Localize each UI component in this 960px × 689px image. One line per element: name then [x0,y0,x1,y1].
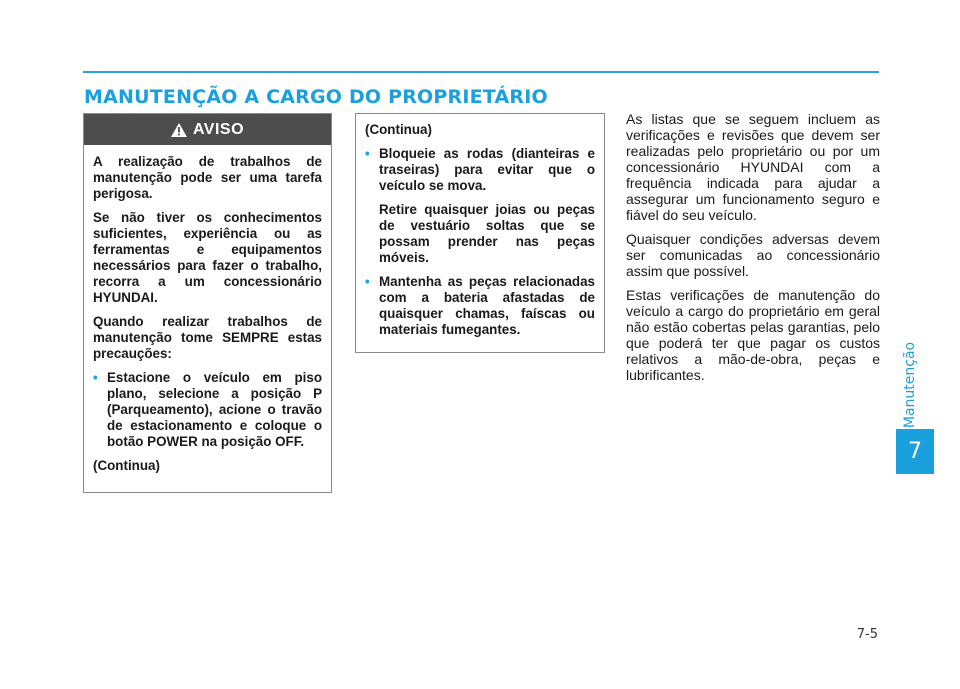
continued-label: (Continua) [93,458,160,473]
bullet-dot-icon: • [365,274,370,289]
bullet-dot-icon: • [365,146,370,161]
warning-bullet-text: Estacione o veículo em piso plano, selecione a posição P (Parqueamento), acione o travão de estacionamento e coloque o botão POWER na posição OFF. [107,370,322,449]
section-title: MANUTENÇÃO A CARGO DO PROPRIETÁRIO [84,86,548,108]
warning-bullet [93,370,322,450]
body-text-column [626,111,880,391]
warning-body [84,145,331,474]
continued-bullet-text: Mantenha as peças relacionadas com a bateria afastadas de quaisquer chamas, faíscas ou materiais fumegantes. [379,274,595,337]
warning-label: AVISO [192,120,245,138]
chapter-number-badge: 7 [896,429,934,474]
warning-paragraph: Se não tiver os conhecimentos suficientes, experiência ou as ferramentas e equipamentos necessários para fazer o trabalho, recorra a um concessionário HYUNDAI. [93,210,322,305]
continued-bullet [365,274,595,338]
body-paragraph: As listas que se seguem incluem as verificações e revisões que devem ser realizadas pelo proprietário ou por um concessionário HYUNDAI com a frequência indicada para ajudar a assegurar um funcionamento seguro e fiável do seu veículo. [626,111,880,223]
chapter-tab-text: Manutenção [902,341,919,429]
warning-triangle-icon [171,123,187,137]
body-paragraph: Quaisquer condições adversas devem ser comunicadas ao concessionário assim que possível. [626,231,880,279]
warning-header [84,114,331,145]
continued-heading: (Continua) [365,122,432,137]
chapter-tab-label [898,341,922,429]
warning-box [83,113,332,493]
continued-bullet [365,146,595,194]
page-number: 7-5 [856,627,878,642]
bullet-dot-icon: • [93,370,98,385]
continued-bullet-text: Bloqueie as rodas (dianteiras e traseiras) para evitar que o veículo se mova. [379,146,595,193]
warning-paragraph: A realização de trabalhos de manutenção pode ser uma tarefa perigosa. [93,154,322,201]
warning-paragraph: Quando realizar trabalhos de manutenção tome SEMPRE estas precauções: [93,314,322,361]
continued-body [356,114,604,338]
continued-box [355,113,605,353]
body-paragraph: Estas verificações de manutenção do veículo a cargo do proprietário em geral não estão cobertas pelas garantias, pelo que poderá ter que pagar os custos relativos a mão-de-obra, peças e lubrificantes. [626,287,880,383]
continued-bullet-extra: Retire quaisquer joias ou peças de vestuário soltas que se possam prender nas peças móveis. [379,202,595,265]
top-divider [83,71,879,73]
